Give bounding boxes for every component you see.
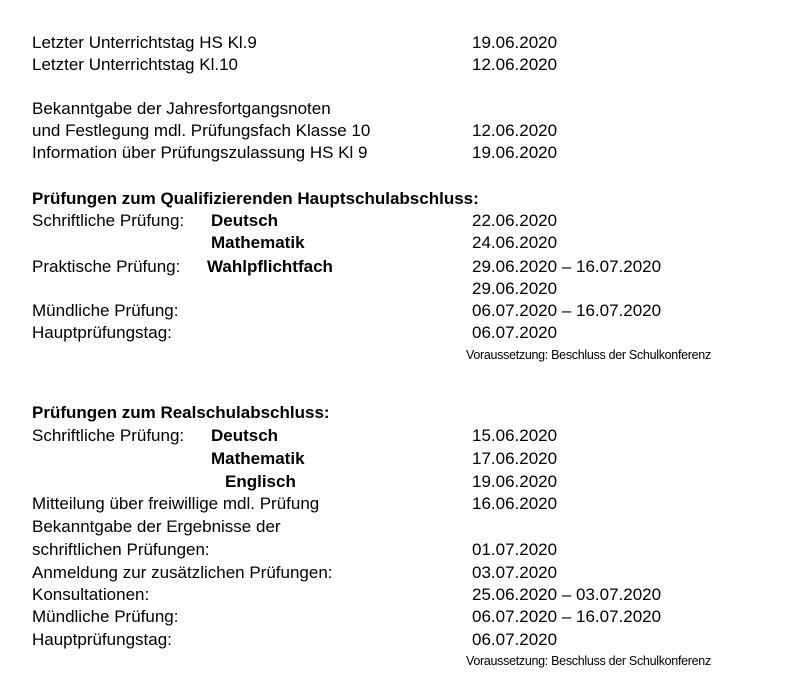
qa-written-label: Schriftliche Prüfung: bbox=[32, 211, 185, 230]
qa-date-deutsch: 22.06.2020 bbox=[472, 211, 558, 230]
rs-main-day-date: 06.07.2020 bbox=[472, 630, 558, 649]
qa-oral-label: Mündliche Prüfung: bbox=[32, 301, 179, 320]
last-day-10-date: 12.06.2020 bbox=[472, 55, 558, 74]
rs-note: Voraussetzung: Beschluss der Schulkonferenz bbox=[466, 654, 711, 668]
rs-date-deutsch: 15.06.2020 bbox=[472, 426, 558, 445]
qa-main-day-label: Hauptprüfungstag: bbox=[32, 323, 172, 342]
qa-subject-mathe: Mathematik bbox=[211, 233, 305, 252]
rs-main-day-label: Hauptprüfungstag: bbox=[32, 630, 172, 649]
qa-practical-date: 29.06.2020 – 16.07.2020 bbox=[472, 257, 662, 276]
qa-subject-deutsch: Deutsch bbox=[211, 211, 279, 230]
rs-voluntary-label: Mitteilung über freiwillige mdl. Prüfung bbox=[32, 494, 320, 513]
rs-subject-englisch: Englisch bbox=[225, 472, 296, 491]
rs-voluntary-date: 16.06.2020 bbox=[472, 494, 558, 513]
rs-results-line1: Bekanntgabe der Ergebnisse der bbox=[32, 517, 281, 536]
rs-written-label: Schriftliche Prüfung: bbox=[32, 426, 185, 445]
admission-label: Information über Prüfungszulassung HS Kl 9 bbox=[32, 143, 368, 162]
last-day-hs-label: Letzter Unterrichtstag HS Kl.9 bbox=[32, 33, 257, 52]
admission-date: 19.06.2020 bbox=[472, 143, 558, 162]
rs-subject-deutsch: Deutsch bbox=[211, 426, 279, 445]
grades-line2-label: und Festlegung mdl. Prüfungsfach Klasse 10 bbox=[32, 121, 371, 140]
rs-registration-label: Anmeldung zur zusätzlichen Prüfungen: bbox=[32, 563, 333, 582]
qa-note: Voraussetzung: Beschluss der Schulkonferenz bbox=[466, 348, 711, 362]
qa-practical-date2: 29.06.2020 bbox=[472, 279, 558, 298]
rs-heading: Prüfungen zum Realschulabschluss: bbox=[32, 403, 330, 422]
rs-oral-date: 06.07.2020 – 16.07.2020 bbox=[472, 607, 662, 626]
grades-line2-date: 12.06.2020 bbox=[472, 121, 558, 140]
rs-consult-label: Konsultationen: bbox=[32, 585, 150, 604]
qa-practical-subject: Wahlpflichtfach bbox=[207, 257, 333, 276]
grades-line1: Bekanntgabe der Jahresfortgangsnoten bbox=[32, 99, 331, 118]
rs-subject-mathe: Mathematik bbox=[211, 449, 305, 468]
last-day-10-label: Letzter Unterrichtstag Kl.10 bbox=[32, 55, 238, 74]
rs-date-englisch: 19.06.2020 bbox=[472, 472, 558, 491]
rs-registration-date: 03.07.2020 bbox=[472, 563, 558, 582]
rs-date-mathe: 17.06.2020 bbox=[472, 449, 558, 468]
rs-results-line2: schriftlichen Prüfungen: bbox=[32, 540, 210, 559]
last-day-hs-date: 19.06.2020 bbox=[472, 33, 558, 52]
qa-main-day-date: 06.07.2020 bbox=[472, 323, 558, 342]
qa-date-mathe: 24.06.2020 bbox=[472, 233, 558, 252]
rs-consult-date: 25.06.2020 – 03.07.2020 bbox=[472, 585, 662, 604]
rs-oral-label: Mündliche Prüfung: bbox=[32, 607, 179, 626]
qa-oral-date: 06.07.2020 – 16.07.2020 bbox=[472, 301, 662, 320]
qa-practical-label: Praktische Prüfung: bbox=[32, 257, 181, 276]
qa-heading: Prüfungen zum Qualifizierenden Hauptschulabschluss: bbox=[32, 189, 479, 208]
rs-results-date: 01.07.2020 bbox=[472, 540, 558, 559]
